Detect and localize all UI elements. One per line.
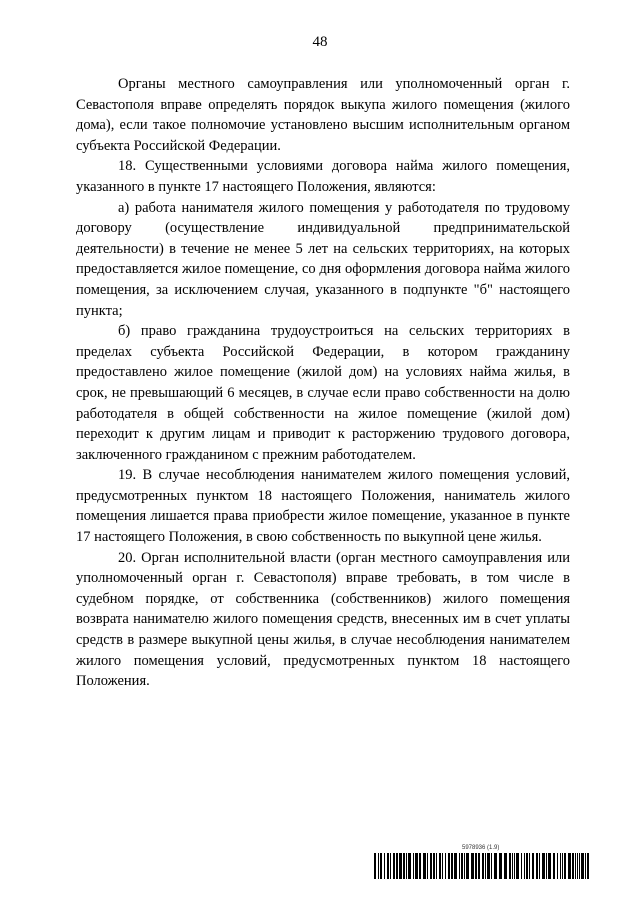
paragraph-19: 19. В случае несоблюдения нанимателем жилого помещения условий, предусмотренных пунктом 18 настоящего Положения, наниматель жилого помещения лишается права приобрести жилое помещение, указанное в пункте 17 настоящего Положения, в свою собственность по выкупной цене жилья. — [76, 467, 570, 546]
paragraph-18a: а) работа нанимателя жилого помещения у работодателя по трудовому договору (осуществление индивидуальной предпринимательской деятельности) в течение не менее 5 лет на сельских территориях, на которых предоставляется жилое помещение, со дня оформления договора найма жилого помещения, за исключением случая, указанного в подпункте "б" настоящего пункта; — [76, 199, 570, 319]
paragraph-intro: Органы местного самоуправления или уполномоченный орган г. Севастополя вправе определять порядок выкупа жилого помещения (жилого дома), если такое полномочие установлено высшим исполнительным органом субъекта Российской Федерации. — [76, 76, 570, 154]
paragraph-20: 20. Орган исполнительной власти (орган местного самоуправления или уполномоченный орган г. Севастополя) вправе требовать, в том числе в судебном порядке, от собственника (собственников) жилого помещения возврата нанимателю жилого помещения средств, внесенных им в счет уплаты средств в размере выкупной цены жилья, в случае несоблюдения нанимателем жилого помещения условий, предусмотренных пунктом 18 настоящего Положения. — [76, 549, 570, 690]
document-body — [76, 74, 570, 692]
page-number: 48 — [312, 34, 328, 50]
document-code: 5978936 (1.9) — [462, 845, 500, 851]
paragraph-18: 18. Существенными условиями договора найма жилого помещения, указанного в пункте 17 настоящего Положения, являются: — [76, 158, 570, 195]
barcode-image — [374, 853, 592, 879]
paragraph-18b: б) право гражданина трудоустроиться на сельских территориях в пределах субъекта Российской Федерации, в котором гражданину предоставлено жилое помещение (жилой дом) на условиях найма жилья, в срок, не превышающий 6 месяцев, в случае если право собственности на долю работодателя в общей собственности на жилое помещение (жилой дом) переходит к другим лицам и приводит к расторжению трудового договора, заключенного гражданином с прежним работодателем. — [76, 323, 570, 463]
